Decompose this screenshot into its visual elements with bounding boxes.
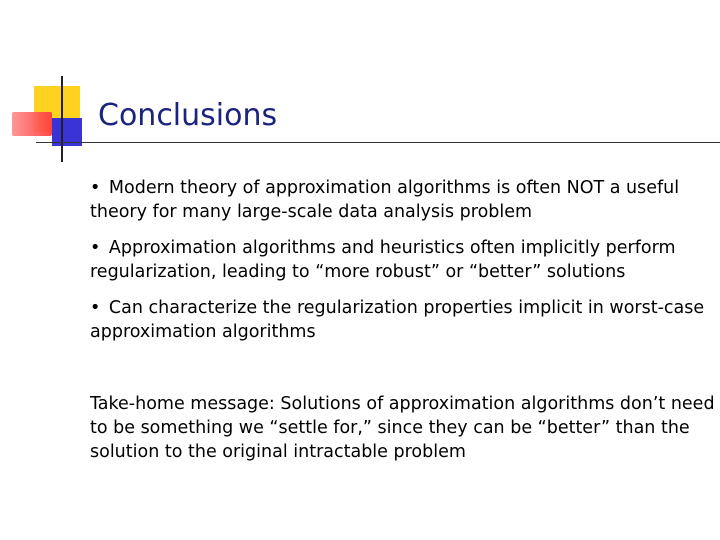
bullet-item-3 [90, 296, 718, 344]
bullet-text: Can characterize the regularization properties implicit in worst-case approximation algorithms [90, 298, 705, 342]
bullet-text: Modern theory of approximation algorithms is often NOT a useful theory for many large-scale data analysis problem [90, 178, 680, 222]
take-home-message: Take-home message: Solutions of approximation algorithms don’t need to be something we “settle for,” since they can be “better” than the solution to the original intractable problem [90, 394, 715, 462]
bullet-text: Approximation algorithms and heuristics often implicitly perform regularization, leading to “more robust” or “better” solutions [90, 238, 676, 282]
bullet-item-2 [90, 236, 718, 284]
bullet-marker: • [90, 298, 101, 318]
vertical-rule [61, 76, 63, 162]
red-bar-decoration [12, 112, 52, 136]
bullet-marker: • [90, 238, 101, 258]
bullet-item-1 [90, 176, 718, 224]
title-underline [36, 142, 720, 143]
bullet-marker: • [90, 178, 101, 198]
slide-title: Conclusions [98, 98, 278, 133]
